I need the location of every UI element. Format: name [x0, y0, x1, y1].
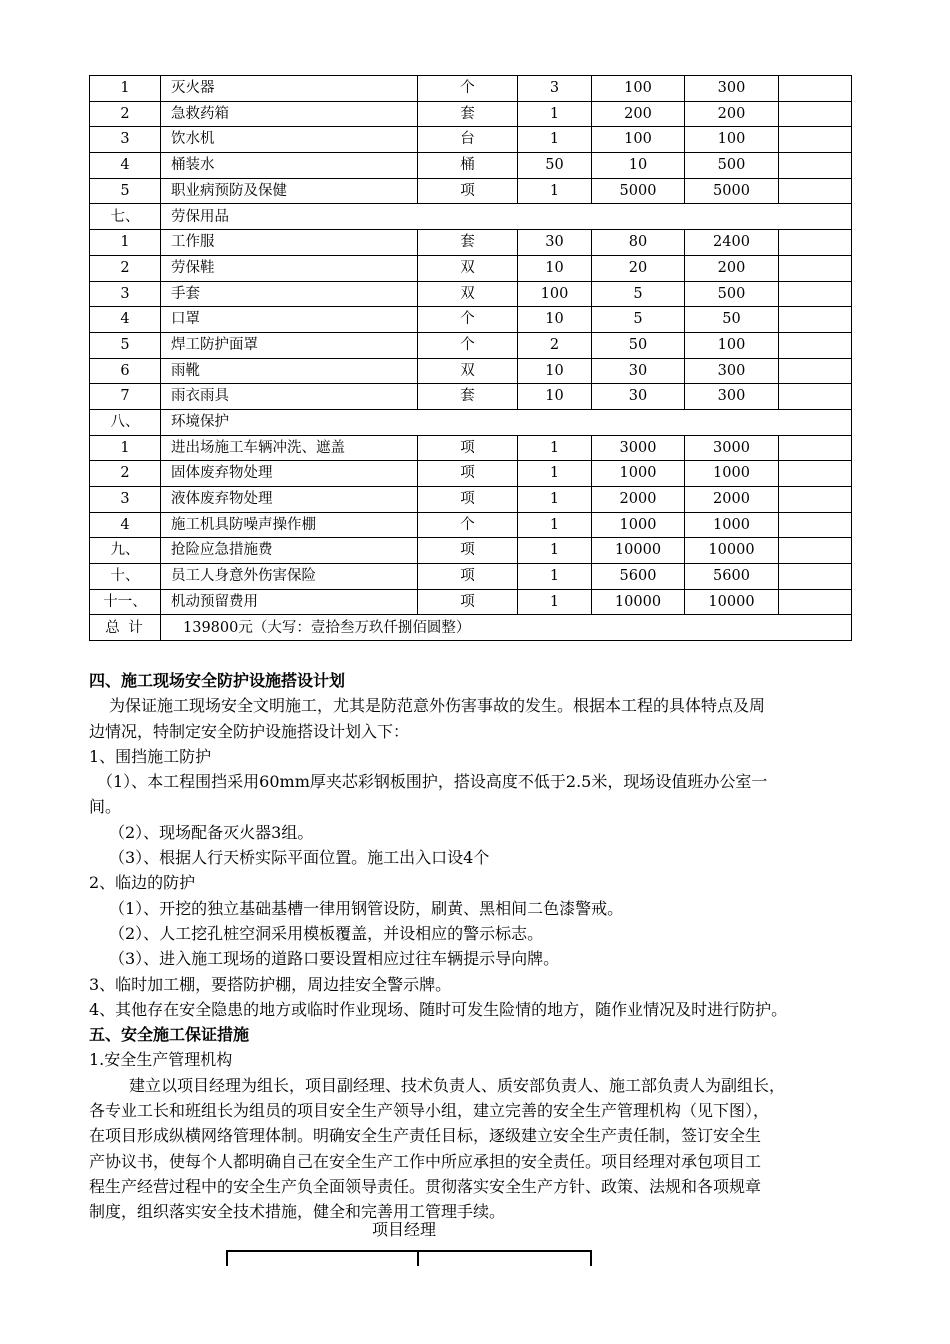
item-amount: 1000	[685, 461, 779, 487]
item-name: 工作服	[161, 230, 418, 256]
table-total-row	[90, 615, 852, 641]
item-name: 进出场施工车辆冲洗、遮盖	[161, 435, 418, 461]
item-remark	[779, 255, 852, 281]
item-unit-price: 5000	[592, 178, 685, 204]
item-unit-price: 10000	[592, 538, 685, 564]
item-quantity: 1	[518, 127, 592, 153]
item-number: 九、	[90, 538, 161, 564]
item-unit-price: 3000	[592, 435, 685, 461]
item-unit: 个	[418, 307, 518, 333]
item-unit: 项	[418, 589, 518, 615]
item-number: 4	[90, 307, 161, 333]
item-quantity: 1	[518, 487, 592, 513]
section-heading: 四、施工现场安全防护设施搭设计划	[89, 671, 346, 690]
text-line: （3）、进入施工现场的道路口要设置相应过往车辆提示导向牌。	[109, 949, 560, 969]
item-number: 5	[90, 332, 161, 358]
table-row	[90, 76, 852, 102]
item-amount: 50	[685, 307, 779, 333]
item-unit: 项	[418, 461, 518, 487]
item-unit: 双	[418, 255, 518, 281]
text-line: 各专业工长和班组长为组员的项目安全生产领导小组，建立完善的安全生产管理机构（见下图），	[89, 1101, 770, 1121]
item-remark	[779, 281, 852, 307]
item-unit-price: 1000	[592, 512, 685, 538]
item-name: 雨衣雨具	[161, 384, 418, 410]
item-name: 液体废弃物处理	[161, 487, 418, 513]
item-number: 1	[90, 230, 161, 256]
text-line: 1.安全生产管理机构	[89, 1050, 233, 1070]
item-remark	[779, 512, 852, 538]
table-section-row	[90, 204, 852, 230]
table-row	[90, 332, 852, 358]
item-number: 2	[90, 255, 161, 281]
item-quantity: 10	[518, 307, 592, 333]
item-remark	[779, 384, 852, 410]
item-remark	[779, 153, 852, 179]
text-line: （2）、现场配备灭火器3组。	[109, 822, 314, 842]
table-row	[90, 230, 852, 256]
section-number: 七、	[90, 204, 161, 230]
item-amount: 300	[685, 358, 779, 384]
item-number: 3	[90, 487, 161, 513]
item-unit: 项	[418, 564, 518, 590]
org-chart-vline-center	[417, 1250, 419, 1266]
item-unit: 个	[418, 332, 518, 358]
item-name: 机动预留费用	[161, 589, 418, 615]
item-remark	[779, 101, 852, 127]
text-line: 产协议书，使每个人都明确自己在安全生产工作中所应承担的安全责任。项目经理对承包项目工	[89, 1151, 762, 1171]
item-quantity: 1	[518, 512, 592, 538]
text-line: 程生产经营过程中的安全生产负全面领导责任。贯彻落实安全生产方针、政策、法规和各项规章	[89, 1176, 762, 1196]
text-line: 1、围挡施工防护	[89, 746, 212, 766]
item-remark	[779, 230, 852, 256]
item-unit: 台	[418, 127, 518, 153]
item-amount: 200	[685, 255, 779, 281]
item-name: 手套	[161, 281, 418, 307]
item-unit-price: 30	[592, 384, 685, 410]
text-line: 2、临边的防护	[89, 873, 196, 893]
text-line: （1）、本工程围挡采用60mm厚夹芯彩钢板围护，搭设高度不低于2.5米，现场设值班办公室一	[97, 772, 768, 792]
item-amount: 2000	[685, 487, 779, 513]
text-line: 边情况，特制定安全防护设施搭设计划入下：	[89, 721, 410, 741]
item-remark	[779, 178, 852, 204]
item-unit-price: 50	[592, 332, 685, 358]
item-unit: 项	[418, 538, 518, 564]
item-amount: 3000	[685, 435, 779, 461]
item-quantity: 1	[518, 461, 592, 487]
section-number: 八、	[90, 409, 161, 435]
item-name: 焊工防护面罩	[161, 332, 418, 358]
item-remark	[779, 435, 852, 461]
item-number: 5	[90, 178, 161, 204]
item-quantity: 100	[518, 281, 592, 307]
org-chart-title: 项目经理	[372, 1220, 437, 1239]
item-remark	[779, 76, 852, 102]
table-row	[90, 178, 852, 204]
item-number: 3	[90, 281, 161, 307]
item-remark	[779, 487, 852, 513]
section-name: 劳保用品	[161, 204, 852, 230]
item-number: 2	[90, 461, 161, 487]
item-unit-price: 5600	[592, 564, 685, 590]
item-name: 员工人身意外伤害保险	[161, 564, 418, 590]
text-line: 4、其他存在安全隐患的地方或临时作业现场、随时可发生险情的地方，随作业情况及时进行防护。	[89, 999, 788, 1019]
item-quantity: 10	[518, 358, 592, 384]
item-unit: 套	[418, 230, 518, 256]
item-remark	[779, 461, 852, 487]
item-number: 十、	[90, 564, 161, 590]
text-line: 间。	[89, 797, 122, 817]
item-remark	[779, 307, 852, 333]
text-line: （1）、开挖的独立基础基槽一律用钢管设防，刷黄、黑相间二色漆警戒。	[109, 898, 624, 918]
item-number: 3	[90, 127, 161, 153]
org-chart-hline	[226, 1250, 592, 1252]
item-unit: 套	[418, 384, 518, 410]
org-chart-vline-left	[226, 1250, 228, 1266]
item-quantity: 1	[518, 178, 592, 204]
item-amount: 100	[685, 332, 779, 358]
item-quantity: 1	[518, 101, 592, 127]
item-amount: 500	[685, 153, 779, 179]
item-amount: 5000	[685, 178, 779, 204]
item-number: 7	[90, 384, 161, 410]
item-name: 职业病预防及保健	[161, 178, 418, 204]
item-number: 1	[90, 435, 161, 461]
body-text	[89, 668, 889, 1225]
table-row	[90, 512, 852, 538]
item-unit-price: 5	[592, 307, 685, 333]
item-amount: 300	[685, 384, 779, 410]
item-unit-price: 30	[592, 358, 685, 384]
section-heading: 五、安全施工保证措施	[89, 1025, 250, 1045]
text-line: 为保证施工现场安全文明施工，尤其是防范意外伤害事故的发生。根据本工程的具体特点及周	[109, 696, 766, 716]
item-unit: 个	[418, 512, 518, 538]
item-name: 饮水机	[161, 127, 418, 153]
item-quantity: 10	[518, 384, 592, 410]
text-line: 制度，组织落实安全技术措施，健全和完善用工管理手续。	[89, 1202, 506, 1222]
item-quantity: 10	[518, 255, 592, 281]
item-remark	[779, 564, 852, 590]
item-amount: 300	[685, 76, 779, 102]
org-chart-vline-right	[590, 1250, 592, 1266]
item-unit-price: 10	[592, 153, 685, 179]
item-name: 固体废弃物处理	[161, 461, 418, 487]
item-remark	[779, 358, 852, 384]
table-row	[90, 589, 852, 615]
item-quantity: 3	[518, 76, 592, 102]
item-amount: 10000	[685, 538, 779, 564]
table-row	[90, 101, 852, 127]
item-amount: 10000	[685, 589, 779, 615]
table-row	[90, 435, 852, 461]
total-label: 总 计	[90, 615, 161, 641]
item-number: 6	[90, 358, 161, 384]
item-amount: 100	[685, 127, 779, 153]
item-name: 桶装水	[161, 153, 418, 179]
item-remark	[779, 589, 852, 615]
item-remark	[779, 332, 852, 358]
table-section-row	[90, 409, 852, 435]
item-unit: 双	[418, 281, 518, 307]
item-remark	[779, 538, 852, 564]
item-quantity: 1	[518, 435, 592, 461]
item-number: 1	[90, 76, 161, 102]
item-unit: 项	[418, 178, 518, 204]
budget-table	[89, 75, 852, 641]
item-unit: 双	[418, 358, 518, 384]
table-row	[90, 153, 852, 179]
item-unit: 套	[418, 101, 518, 127]
item-name: 抢险应急措施费	[161, 538, 418, 564]
total-amount: 139800元（大写：壹拾叁万玖仟捌佰圆整）	[161, 615, 852, 641]
item-quantity: 1	[518, 589, 592, 615]
item-name: 急救药箱	[161, 101, 418, 127]
item-name: 劳保鞋	[161, 255, 418, 281]
item-number: 4	[90, 512, 161, 538]
table-row	[90, 307, 852, 333]
item-unit-price: 80	[592, 230, 685, 256]
text-line: （2）、人工挖孔桩空洞采用模板覆盖，并设相应的警示标志。	[109, 923, 544, 943]
item-amount: 1000	[685, 512, 779, 538]
item-unit: 桶	[418, 153, 518, 179]
section-name: 环境保护	[161, 409, 852, 435]
item-quantity: 2	[518, 332, 592, 358]
table-row	[90, 487, 852, 513]
item-name: 灭火器	[161, 76, 418, 102]
item-quantity: 50	[518, 153, 592, 179]
item-unit: 项	[418, 435, 518, 461]
item-unit-price: 1000	[592, 461, 685, 487]
table-row	[90, 538, 852, 564]
table-row	[90, 281, 852, 307]
item-unit-price: 20	[592, 255, 685, 281]
item-quantity: 30	[518, 230, 592, 256]
item-quantity: 1	[518, 538, 592, 564]
item-unit-price: 200	[592, 101, 685, 127]
item-name: 施工机具防噪声操作棚	[161, 512, 418, 538]
item-number: 4	[90, 153, 161, 179]
text-line: 建立以项目经理为组长，项目副经理、技术负责人、质安部负责人、施工部负责人为副组长，	[129, 1075, 786, 1095]
table-row	[90, 461, 852, 487]
table-row	[90, 564, 852, 590]
item-quantity: 1	[518, 564, 592, 590]
item-unit-price: 10000	[592, 589, 685, 615]
text-line: 3、临时加工棚，要搭防护棚，周边挂安全警示牌。	[89, 974, 452, 994]
item-number: 十一、	[90, 589, 161, 615]
org-chart-connector	[226, 1250, 592, 1270]
table-row	[90, 127, 852, 153]
table-row	[90, 255, 852, 281]
item-amount: 5600	[685, 564, 779, 590]
item-unit-price: 100	[592, 76, 685, 102]
item-number: 2	[90, 101, 161, 127]
item-unit: 个	[418, 76, 518, 102]
item-remark	[779, 127, 852, 153]
item-name: 雨靴	[161, 358, 418, 384]
table-row	[90, 358, 852, 384]
item-amount: 500	[685, 281, 779, 307]
item-unit-price: 100	[592, 127, 685, 153]
item-unit-price: 5	[592, 281, 685, 307]
text-line: （3）、根据人行天桥实际平面位置。施工出入口设4个	[109, 848, 490, 868]
item-amount: 2400	[685, 230, 779, 256]
table-row	[90, 384, 852, 410]
item-amount: 200	[685, 101, 779, 127]
item-name: 口罩	[161, 307, 418, 333]
item-unit: 项	[418, 487, 518, 513]
item-unit-price: 2000	[592, 487, 685, 513]
text-line: 在项目形成纵横网络管理体制。明确安全生产责任目标，逐级建立安全生产责任制，签订安全生	[89, 1126, 762, 1146]
